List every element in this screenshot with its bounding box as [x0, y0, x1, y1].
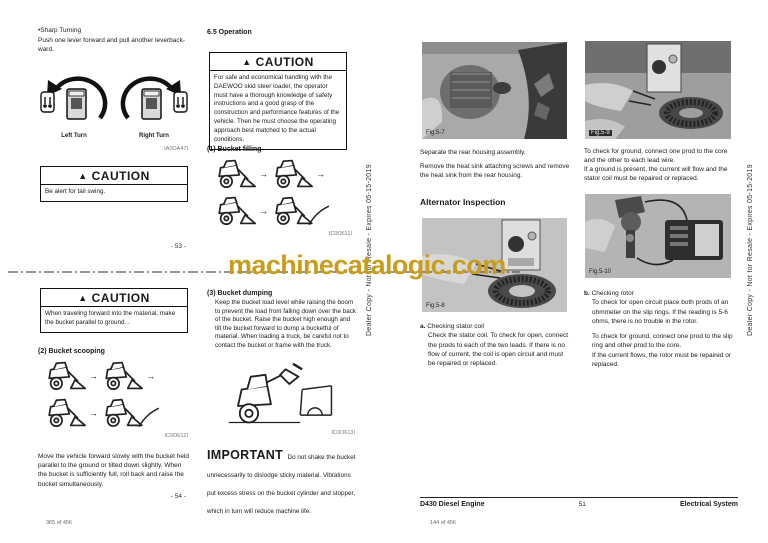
ground-check-text-1: To check for ground, connect one prod to the core and the other to each lead wire. — [584, 148, 728, 165]
caution-header — [210, 53, 346, 71]
fig-5-7-label: Fig.5-7 — [426, 130, 445, 136]
caution-body: When traveling forward into the material, make the bucket parallel to ground. . — [45, 310, 176, 326]
left-turn-figure — [40, 76, 108, 141]
arrow-right-icon: → — [89, 370, 98, 381]
right-turn-label: Right Turn — [139, 133, 169, 139]
caution-title: CAUTION — [91, 291, 150, 305]
warning-triangle-icon: ▲ — [78, 292, 88, 303]
stator-body: Check the stator coil. To check for open, connect the prods to each of the two leads. If there is no flow of current, the coil is open circuit and must be repaired or replaced. — [428, 332, 569, 368]
rotor-item-title: Checking rotor — [591, 290, 634, 297]
rotor-section — [584, 289, 736, 369]
scooping-figure-code: IC0O612I — [164, 433, 188, 439]
dealer-stamp-left: Dealer Copy - Not for Resale - Expires 05-15-2019 — [366, 164, 373, 336]
rotor-item-label: b. — [584, 290, 590, 297]
watermark-text: machinecatalogic.com — [228, 250, 506, 280]
caution-box-tail-swing — [40, 166, 188, 202]
caution-box-operation — [209, 52, 347, 150]
right-turn-illustration-icon — [120, 76, 188, 128]
page-number-53: - 53 - — [170, 243, 186, 250]
alternator-inspection-title: Alternator Inspection — [420, 197, 506, 207]
dealer-stamp-right: Dealer Copy - Not for Resale - Expires 05-15-2019 — [747, 164, 754, 336]
footer-engine: D430 Diesel Engine — [420, 501, 485, 508]
fig-5-7-photo — [422, 42, 567, 139]
loader-illustration-icon — [212, 157, 258, 190]
bucket-scooping-figures — [42, 359, 188, 439]
loader-illustration-icon — [269, 157, 315, 190]
footer-page-number: 51 — [578, 501, 586, 508]
bucket-dumping-title: (3) Bucket dumping — [207, 290, 273, 297]
loader-at-mound-illustration-icon — [269, 194, 329, 227]
footer-row — [420, 500, 738, 509]
arrow-right-icon: → — [89, 407, 98, 418]
caution-body: For safe and economical handling with the DAEWOO skid steer loader, the operator must have a thorough knowledge of safety instructions and a good grasp of the construction and performance features of the vehicle. Then he must choose the operating approach best matched to the actual conditions. — [214, 74, 340, 143]
rotor-body-2: To check for ground, connect one prod to the slip ring and other prod to the core. — [592, 333, 733, 350]
fig-5-9-label: Fig.5-9 — [591, 130, 610, 136]
rotor-body-1: To check for open circuit place both prods of an ohmmeter on the slip rings. If the reading is 5-6 ohms, there is no trouble in the rotor. — [592, 299, 729, 325]
fig-5-9-photo — [585, 41, 731, 139]
left-turn-illustration-icon — [40, 76, 108, 128]
caution-header — [41, 289, 187, 307]
scooping-paragraph: Move the vehicle forward slowly with the bucket held parallel to the ground or tilted down slightly. When the bucket is sufficiently full, roll back and raise the bucket simultaneously. — [38, 453, 190, 488]
loader-illustration-icon — [42, 359, 88, 392]
loader-illustration-icon — [212, 194, 258, 227]
rotor-body-3: If the current flows, the rotor must be repaired or replaced. — [592, 351, 732, 368]
caution-title: CAUTION — [91, 169, 150, 183]
important-title: IMPORTANT — [207, 448, 284, 462]
arrow-right-icon: → — [146, 370, 155, 381]
caution-title: CAUTION — [255, 55, 314, 69]
warning-triangle-icon: ▲ — [78, 170, 88, 181]
fig-5-10-label: Fig.5-10 — [589, 269, 612, 275]
bucket-filling-title: (1) Bucket filling — [207, 146, 262, 153]
warning-triangle-icon: ▲ — [242, 56, 252, 67]
left-page-count: 365 of 456 — [46, 520, 72, 526]
stator-section — [420, 322, 570, 368]
loader-dump-truck-illustration-icon — [224, 362, 339, 428]
sharp-turning-title: •Sharp Turning — [38, 27, 82, 34]
caution-header — [41, 167, 187, 185]
footer-rule — [420, 497, 738, 498]
bucket-scooping-title: (2) Bucket scooping — [38, 348, 105, 355]
important-note — [207, 446, 360, 518]
dumping-figure-code: IC0O613I — [331, 430, 355, 436]
filling-figure-code: IC0O611I — [328, 231, 352, 237]
stator-item-title: Checking stator coil — [427, 323, 484, 330]
turn-figure-code: IA0OA47I — [164, 146, 188, 152]
caution-box-material — [40, 288, 188, 333]
fig-5-10-photo — [585, 194, 731, 278]
arrow-right-icon: → — [316, 168, 325, 179]
heat-sink-text: Remove the heat sink attaching screws and remove the heat sink from the rear housing. — [420, 163, 570, 180]
bucket-dumping-figure — [224, 362, 339, 433]
separate-housing-text: Separate the rear housing assembly. — [420, 149, 526, 156]
loader-illustration-icon — [42, 396, 88, 429]
sharp-turning-body: Push one lever forward and pull another leverback-ward. — [38, 37, 186, 54]
arrow-right-icon: → — [259, 168, 268, 179]
right-turn-figure — [120, 76, 188, 141]
operation-title: 6.5 Operation — [207, 29, 252, 36]
arrow-right-icon: → — [259, 205, 268, 216]
stator-item-label: a. — [420, 323, 426, 330]
footer-system: Electrical System — [680, 501, 738, 508]
page-number-54: - 54 - — [170, 493, 186, 500]
loader-illustration-icon — [99, 359, 145, 392]
dumping-paragraph: Keep the bucket load level while raising the boom to prevent the load from falling down over the back of the bucket. Raise the bucket high enough and tilt the bucket forward to dump a bucketful of material. When loading a truck, be careful not to contact the bucket or frame with the truck. — [215, 299, 357, 349]
left-turn-label: Left Turn — [61, 133, 87, 139]
bucket-filling-figures — [212, 157, 352, 237]
important-body: Do not shake the bucket unnecessarily to dislodge sticky material. Vibrations put excess stress on the bucket cylinder and stopper, which in turn will reduce machine life. — [207, 454, 356, 515]
right-page-count: 144 of 456 — [430, 520, 456, 526]
caution-body: Be alert for tail swing. — [45, 188, 106, 195]
loader-at-mound-illustration-icon — [99, 396, 159, 429]
ground-check-text-2: If a ground is present, the current will flow and the stator coil must be repaired or replaced. — [584, 166, 728, 183]
fig-5-8-label: Fig.5-8 — [426, 303, 445, 309]
